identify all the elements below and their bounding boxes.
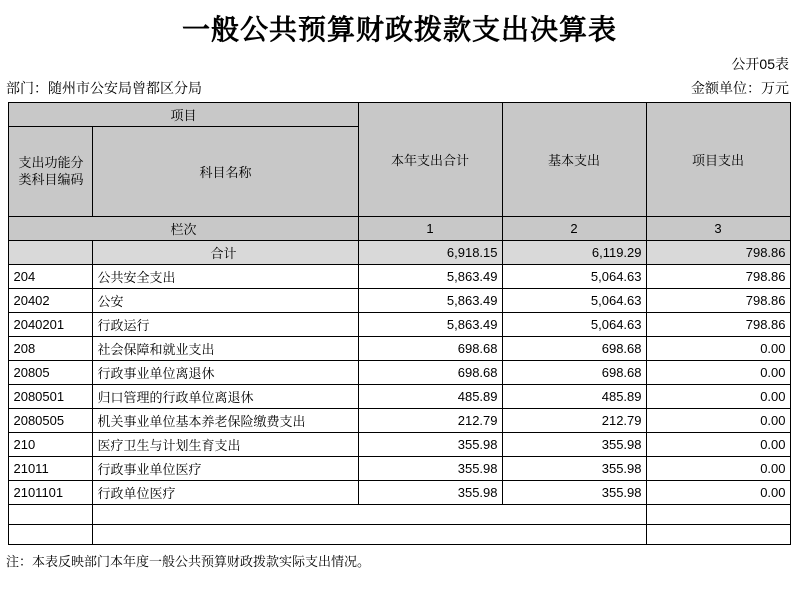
table-row	[9, 289, 790, 313]
cell-project: 0.00	[646, 385, 790, 409]
column-index-1: 1	[358, 217, 502, 241]
cell-subject-name: 机关事业单位基本养老保险缴费支出	[93, 409, 358, 433]
header-code: 支出功能分类科目编码	[9, 127, 93, 217]
cell-blank	[502, 525, 646, 545]
cell-blank	[9, 505, 93, 525]
cell-project: 798.86	[646, 313, 790, 337]
expenditure-table	[8, 102, 790, 545]
table-row	[9, 481, 790, 505]
cell-basic: 5,064.63	[502, 265, 646, 289]
cell-project: 798.86	[646, 265, 790, 289]
cell-subject-name: 医疗卫生与计划生育支出	[93, 433, 358, 457]
cell-basic: 212.79	[502, 409, 646, 433]
cell-subject-name: 行政事业单位离退休	[93, 361, 358, 385]
table-row	[9, 337, 790, 361]
cell-project: 0.00	[646, 361, 790, 385]
cell-project: 0.00	[646, 457, 790, 481]
table-row	[9, 361, 790, 385]
cell-total: 6,918.15	[358, 241, 502, 265]
header-row-group	[9, 103, 790, 127]
cell-project: 0.00	[646, 433, 790, 457]
cell-code: 20805	[9, 361, 93, 385]
cell-basic: 355.98	[502, 457, 646, 481]
cell-code: 204	[9, 265, 93, 289]
cell-blank	[358, 525, 502, 545]
cell-code: 2080501	[9, 385, 93, 409]
table-blank-row	[9, 505, 790, 525]
header-basic: 基本支出	[502, 103, 646, 217]
table-note: 注：本表反映部门本年度一般公共预算财政拨款实际支出情况。	[6, 554, 371, 569]
cell-total: 212.79	[358, 409, 502, 433]
cell-total: 5,863.49	[358, 289, 502, 313]
table-blank-row	[9, 525, 790, 545]
table-row	[9, 313, 790, 337]
cell-basic: 6,119.29	[502, 241, 646, 265]
column-index-3: 3	[646, 217, 790, 241]
cell-total: 698.68	[358, 361, 502, 385]
cell-blank	[9, 525, 93, 545]
cell-basic: 5,064.63	[502, 313, 646, 337]
header-project: 项目支出	[646, 103, 790, 217]
cell-basic: 355.98	[502, 481, 646, 505]
form-number-row	[0, 54, 799, 78]
cell-total: 485.89	[358, 385, 502, 409]
cell-basic: 698.68	[502, 361, 646, 385]
form-number: 公开05表	[731, 56, 789, 72]
cell-code: 2080505	[9, 409, 93, 433]
cell-basic: 485.89	[502, 385, 646, 409]
cell-total: 698.68	[358, 337, 502, 361]
header-group-item: 项目	[9, 103, 358, 127]
header-total: 本年支出合计	[358, 103, 502, 217]
column-index-label: 栏次	[9, 217, 358, 241]
cell-blank	[646, 505, 790, 525]
header-name: 科目名称	[93, 127, 358, 217]
table-body	[9, 241, 790, 545]
cell-blank	[646, 525, 790, 545]
cell-code: 21011	[9, 457, 93, 481]
cell-basic: 5,064.63	[502, 289, 646, 313]
cell-total: 5,863.49	[358, 313, 502, 337]
cell-total: 355.98	[358, 433, 502, 457]
cell-subject-name: 社会保障和就业支出	[93, 337, 358, 361]
cell-total: 355.98	[358, 457, 502, 481]
cell-blank	[93, 505, 358, 525]
table-row	[9, 433, 790, 457]
cell-code: 2101101	[9, 481, 93, 505]
cell-code: 2040201	[9, 313, 93, 337]
cell-subject-name: 公共安全支出	[93, 265, 358, 289]
cell-total: 5,863.49	[358, 265, 502, 289]
cell-code: 20402	[9, 289, 93, 313]
column-index-row	[9, 217, 790, 241]
table-row	[9, 265, 790, 289]
cell-project: 798.86	[646, 241, 790, 265]
table-head	[9, 103, 790, 241]
cell-project: 0.00	[646, 337, 790, 361]
cell-code: 208	[9, 337, 93, 361]
cell-subject-name: 行政单位医疗	[93, 481, 358, 505]
table-row	[9, 457, 790, 481]
cell-subject-name: 归口管理的行政单位离退休	[93, 385, 358, 409]
cell-code: 210	[9, 433, 93, 457]
cell-subject-name: 公安	[93, 289, 358, 313]
meta-row	[0, 78, 799, 102]
cell-project: 798.86	[646, 289, 790, 313]
cell-project: 0.00	[646, 409, 790, 433]
table-row	[9, 241, 790, 265]
cell-blank	[502, 505, 646, 525]
cell-subject-name: 行政事业单位医疗	[93, 457, 358, 481]
table-row	[9, 409, 790, 433]
cell-basic: 355.98	[502, 433, 646, 457]
cell-code	[9, 241, 93, 265]
cell-project: 0.00	[646, 481, 790, 505]
table-row	[9, 385, 790, 409]
cell-blank	[358, 505, 502, 525]
cell-total: 355.98	[358, 481, 502, 505]
cell-subject-name: 合计	[93, 241, 358, 265]
column-index-2: 2	[502, 217, 646, 241]
page-title: 一般公共预算财政拨款支出决算表	[181, 13, 617, 46]
unit-label: 金额单位：万元	[691, 80, 789, 96]
cell-subject-name: 行政运行	[93, 313, 358, 337]
department-label: 部门：随州市公安局曾都区分局	[6, 80, 202, 96]
cell-basic: 698.68	[502, 337, 646, 361]
cell-blank	[93, 525, 358, 545]
